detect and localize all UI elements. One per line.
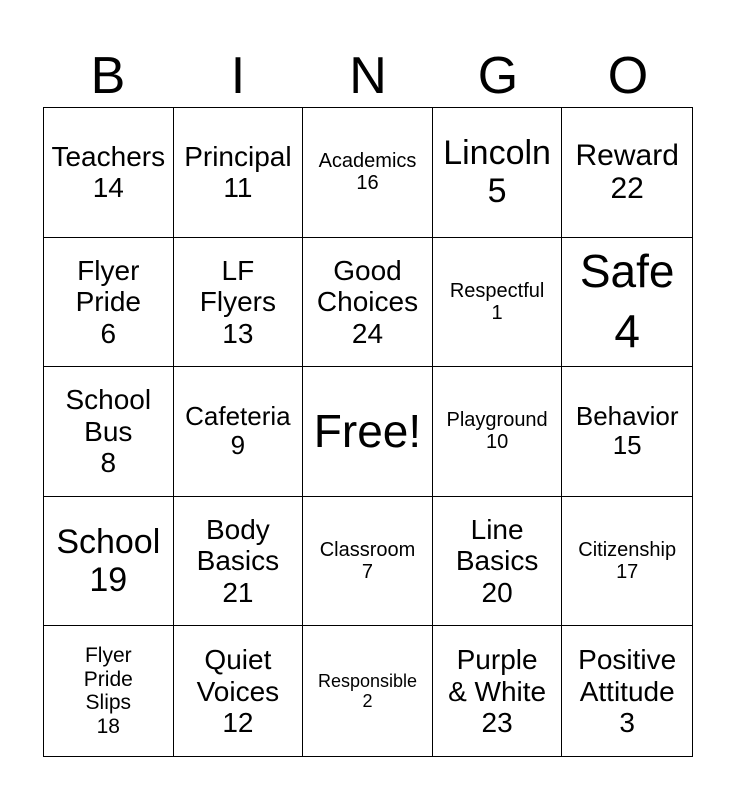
bingo-cell[interactable] bbox=[433, 108, 563, 238]
bingo-cell[interactable] bbox=[433, 367, 563, 497]
header-letter-g: G bbox=[477, 47, 519, 105]
bingo-cell-label: Teachers 14 bbox=[51, 140, 166, 204]
bingo-cell-label: Academics 16 bbox=[318, 149, 417, 195]
bingo-cell[interactable] bbox=[303, 626, 433, 756]
bingo-cell[interactable] bbox=[562, 367, 692, 497]
bingo-cell[interactable] bbox=[174, 108, 304, 238]
bingo-cell[interactable] bbox=[44, 108, 174, 238]
bingo-grid bbox=[43, 107, 693, 757]
bingo-cell-label: Flyer Pride 6 bbox=[75, 254, 141, 349]
header-letter-i: I bbox=[230, 47, 246, 105]
bingo-cell[interactable] bbox=[562, 497, 692, 627]
bingo-cell-label: Reward 22 bbox=[575, 138, 679, 206]
bingo-cell[interactable] bbox=[174, 626, 304, 756]
bingo-cell-label: Lincoln 5 bbox=[443, 134, 551, 211]
bingo-cell[interactable] bbox=[562, 108, 692, 238]
bingo-cell[interactable] bbox=[562, 238, 692, 368]
bingo-cell-label: School Bus 8 bbox=[65, 384, 152, 479]
bingo-cell-label: School 19 bbox=[56, 523, 161, 600]
bingo-cell-label: Classroom 7 bbox=[319, 538, 416, 584]
header-letter-n: N bbox=[349, 47, 387, 105]
bingo-cell-label: Citizenship 17 bbox=[578, 538, 677, 584]
bingo-cell-label: Purple & White 23 bbox=[448, 644, 547, 738]
bingo-cell-label: Playground 10 bbox=[446, 409, 548, 454]
bingo-cell[interactable] bbox=[44, 238, 174, 368]
bingo-cell[interactable] bbox=[433, 497, 563, 627]
bingo-cell-label: LF Flyers 13 bbox=[199, 254, 276, 349]
bingo-cell-label: Good Choices 24 bbox=[316, 254, 419, 349]
bingo-cell-label: Cafeteria 9 bbox=[185, 401, 291, 461]
bingo-cell-label: Quiet Voices 12 bbox=[196, 644, 280, 738]
bingo-cell[interactable] bbox=[303, 108, 433, 238]
bingo-cell-label: Respectful 1 bbox=[449, 279, 545, 324]
bingo-cell[interactable] bbox=[303, 238, 433, 368]
bingo-cell[interactable] bbox=[433, 238, 563, 368]
bingo-cell[interactable] bbox=[44, 626, 174, 756]
header-letter-b: B bbox=[90, 47, 126, 105]
bingo-cell-label: Positive Attitude 3 bbox=[578, 644, 677, 738]
bingo-cell-label: Body Basics 21 bbox=[196, 514, 280, 608]
bingo-cell-label: Responsible 2 bbox=[317, 671, 418, 712]
bingo-cell[interactable] bbox=[174, 238, 304, 368]
bingo-cell-label: Principal 11 bbox=[184, 140, 292, 204]
bingo-cell[interactable] bbox=[44, 367, 174, 497]
bingo-cell[interactable] bbox=[562, 626, 692, 756]
bingo-header bbox=[43, 46, 693, 106]
bingo-cell[interactable] bbox=[433, 626, 563, 756]
bingo-cell-free[interactable] bbox=[303, 367, 433, 497]
bingo-cell-label: Safe 4 bbox=[579, 245, 675, 357]
bingo-cell-label: Free! bbox=[313, 404, 422, 457]
bingo-cell-label: Behavior 15 bbox=[575, 401, 679, 461]
bingo-cell[interactable] bbox=[174, 367, 304, 497]
bingo-cell[interactable] bbox=[303, 497, 433, 627]
header-letter-o: O bbox=[607, 47, 649, 105]
bingo-cell-label: Flyer Pride Slips 18 bbox=[83, 644, 133, 738]
bingo-cell-label: Line Basics 20 bbox=[455, 514, 539, 608]
bingo-cell[interactable] bbox=[174, 497, 304, 627]
bingo-cell[interactable] bbox=[44, 497, 174, 627]
